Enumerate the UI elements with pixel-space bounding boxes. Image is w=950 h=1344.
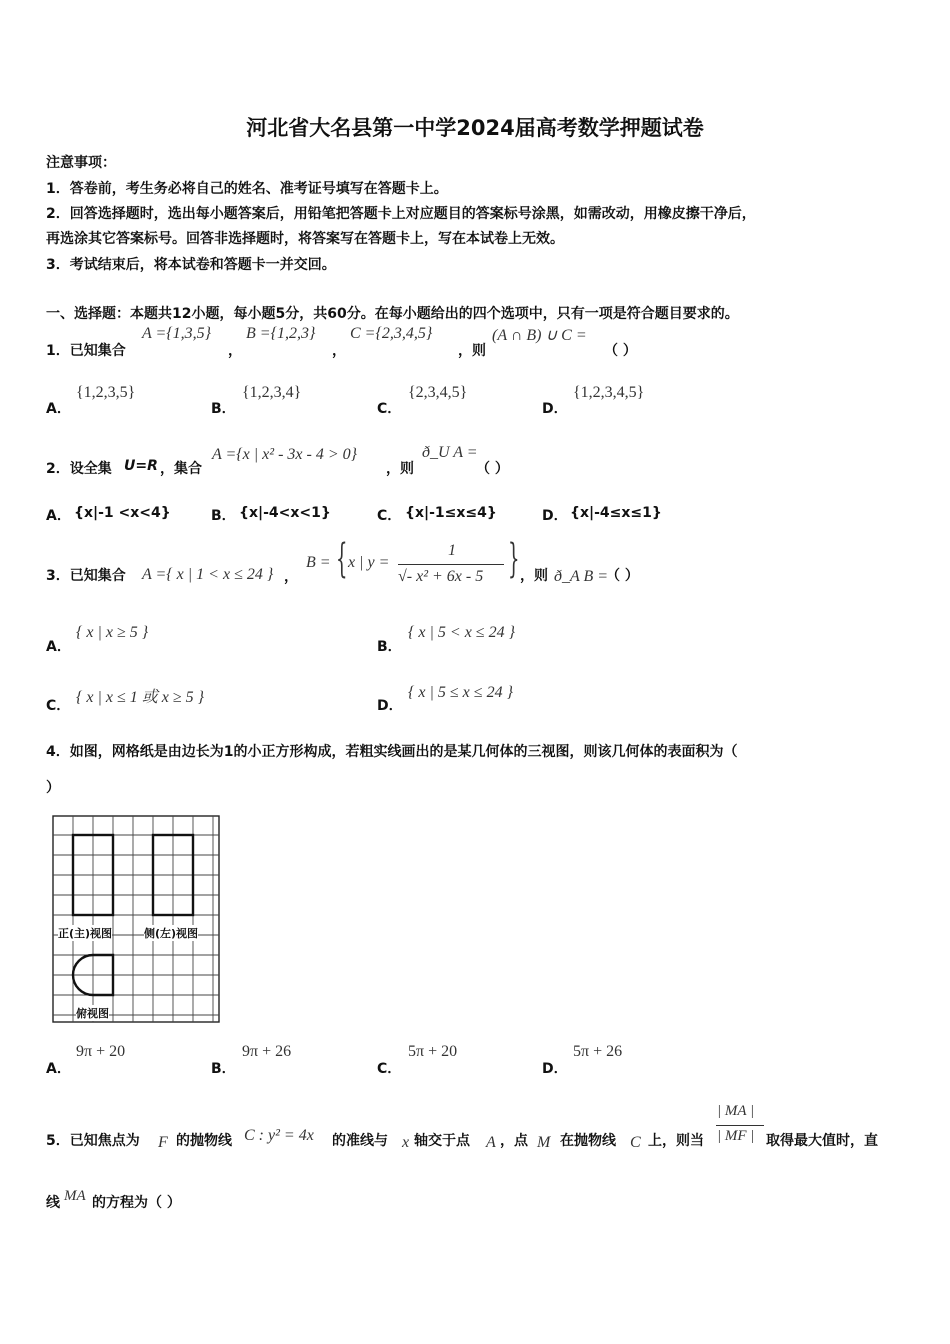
notice-item-1: 1．答卷前，考生务必将自己的姓名、准考证号填写在答题卡上。 xyxy=(46,181,448,197)
q1-option-a-label: A． xyxy=(46,401,71,417)
q2-option-a-label: A． xyxy=(46,508,71,524)
q2-option-b-label: B． xyxy=(211,508,236,524)
side-view-label: 侧(左)视图 xyxy=(144,927,199,940)
q3-brace-open: { xyxy=(336,536,348,582)
q3-fraction-numerator: 1 xyxy=(448,542,456,559)
q5-curve-c: C xyxy=(630,1134,641,1151)
q1-answer-paren: （ ） xyxy=(604,343,637,359)
q4-option-a-label: A． xyxy=(46,1061,71,1077)
q2-option-a: {x|-1 <x<4} xyxy=(74,505,171,521)
q2-option-d: {x|-4≤x≤1} xyxy=(570,505,662,521)
q5-focus-f: F xyxy=(158,1134,168,1151)
q5-text-5: ，点 xyxy=(500,1133,528,1149)
q1-option-c-label: C． xyxy=(377,401,402,417)
q3-option-c-label: C． xyxy=(46,698,71,714)
q5-text-7: 上，则当 xyxy=(648,1133,704,1149)
q1-option-a: {1,2,3,5} xyxy=(76,384,136,401)
q5-text-4: 轴交于点 xyxy=(414,1133,470,1149)
q1-option-b: {1,2,3,4} xyxy=(242,384,302,401)
q2-universal-set: U=R xyxy=(124,458,158,474)
q3-set-a: A ={ x | 1 < x ≤ 24 } xyxy=(142,566,274,583)
three-view-grid xyxy=(52,815,220,1023)
q2-option-d-label: D． xyxy=(542,508,568,524)
q5-line-ma: MA xyxy=(64,1188,86,1204)
notice-item-2b: 再选涂其它答案标号。回答非选择题时，将答案写在答题卡上，写在本试卷上无效。 xyxy=(46,231,564,247)
q3-option-b-label: B． xyxy=(377,639,402,655)
q3-option-d-label: D． xyxy=(377,698,403,714)
front-view-label: 正(主)视图 xyxy=(58,927,113,940)
q1-then: ，则 xyxy=(458,343,486,359)
q4-option-d: 5π + 26 xyxy=(573,1043,623,1060)
three-view-figure xyxy=(52,815,220,1023)
q3-prefix: 3．已知集合 xyxy=(46,568,126,584)
q5-x: x xyxy=(402,1134,410,1151)
q3-then: ，则 xyxy=(520,568,548,584)
q5-text-1: 5．已知焦点为 xyxy=(46,1133,140,1149)
q4-text-line-2: ） xyxy=(46,780,60,796)
q1-set-a: A ={1,3,5} xyxy=(142,325,212,342)
q4-option-a: 9π + 20 xyxy=(76,1043,126,1060)
q3-expression: ð_A B = xyxy=(554,568,609,585)
q1-prefix: 1．已知集合 xyxy=(46,343,126,359)
q1-comma-1: ， xyxy=(228,343,242,359)
q5-text-6: 在抛物线 xyxy=(560,1133,616,1149)
q2-option-c-label: C． xyxy=(377,508,402,524)
q2-option-c: {x|-1≤x≤4} xyxy=(405,505,497,521)
q2-mid: ，集合 xyxy=(160,461,202,477)
q2-prefix: 2．设全集 xyxy=(46,461,112,477)
q2-set: A ={x | x² - 3x - 4 > 0} xyxy=(212,446,358,463)
q5-point-m: M xyxy=(537,1134,551,1151)
q3-option-d: { x | 5 ≤ x ≤ 24 } xyxy=(408,684,513,701)
q4-text-line-1: 4．如图，网格纸是由边长为1的小正方形构成，若粗实线画出的是某几何体的三视图，则该几何体的表面积为（ xyxy=(46,744,738,760)
q5-fraction-numerator: | MA | xyxy=(717,1103,755,1119)
q5-fraction-denominator: | MF | xyxy=(717,1128,755,1144)
q4-option-b: 9π + 26 xyxy=(242,1043,292,1060)
q5-line2-a: 线 xyxy=(46,1195,60,1211)
q1-option-d-label: D． xyxy=(542,401,568,417)
q3-option-a-label: A． xyxy=(46,639,71,655)
q4-option-c: 5π + 20 xyxy=(408,1043,458,1060)
q1-set-b: B ={1,2,3} xyxy=(246,325,316,342)
q4-option-c-label: C． xyxy=(377,1061,402,1077)
q5-line2-b: 的方程为（ ） xyxy=(92,1195,181,1211)
q3-comma: ， xyxy=(284,569,298,585)
q5-fraction-bar xyxy=(716,1125,764,1126)
q5-text-8: 取得最大值时，直 xyxy=(766,1133,878,1149)
q5-text-2: 的抛物线 xyxy=(176,1133,232,1149)
q3-answer-paren: （ ） xyxy=(606,568,639,584)
q3-option-c: { x | x ≤ 1 或 x ≥ 5 } xyxy=(76,689,205,706)
notice-heading: 注意事项： xyxy=(46,155,116,171)
q2-then: ，则 xyxy=(386,461,414,477)
q4-option-d-label: D． xyxy=(542,1061,568,1077)
page-title: 河北省大名县第一中学2024届高考数学押题试卷 xyxy=(246,116,704,140)
q5-curve: C : y² = 4x xyxy=(244,1127,314,1144)
q2-expression: ð_U A = xyxy=(422,444,478,461)
top-view-label: 俯视图 xyxy=(76,1007,109,1020)
q1-option-b-label: B． xyxy=(211,401,236,417)
q3-option-b: { x | 5 < x ≤ 24 } xyxy=(408,624,515,641)
q1-option-c: {2,3,4,5} xyxy=(408,384,468,401)
q5-text-3: 的准线与 xyxy=(332,1133,388,1149)
q3-fraction-denominator: √- x² + 6x - 5 xyxy=(398,568,484,585)
q1-comma-2: ， xyxy=(332,343,346,359)
q3-option-a: { x | x ≥ 5 } xyxy=(76,624,149,641)
q5-point-a: A xyxy=(486,1134,496,1151)
section-heading: 一、选择题：本题共12小题，每小题5分，共60分。在每小题给出的四个选项中，只有一项是符合题目要求的。 xyxy=(46,306,739,322)
q1-expression: (A ∩ B) ∪ C = xyxy=(492,327,587,344)
q4-option-b-label: B． xyxy=(211,1061,236,1077)
q2-answer-paren: （ ） xyxy=(476,461,509,477)
q1-option-d: {1,2,3,4,5} xyxy=(573,384,645,401)
q3-set-b-left: B = xyxy=(306,554,331,571)
q2-option-b: {x|-4<x<1} xyxy=(239,505,331,521)
q1-set-c: C ={2,3,4,5} xyxy=(350,325,433,342)
q3-set-b-body: x | y = xyxy=(348,554,390,571)
notice-item-2a: 2．回答选择题时，选出每小题答案后，用铅笔把答题卡上对应题目的答案标号涂黑，如需改动，用橡皮擦干净后， xyxy=(46,206,756,222)
notice-item-3: 3．考试结束后，将本试卷和答题卡一并交回。 xyxy=(46,257,336,273)
q3-fraction-bar xyxy=(398,564,504,565)
q3-brace-close: } xyxy=(508,536,520,582)
